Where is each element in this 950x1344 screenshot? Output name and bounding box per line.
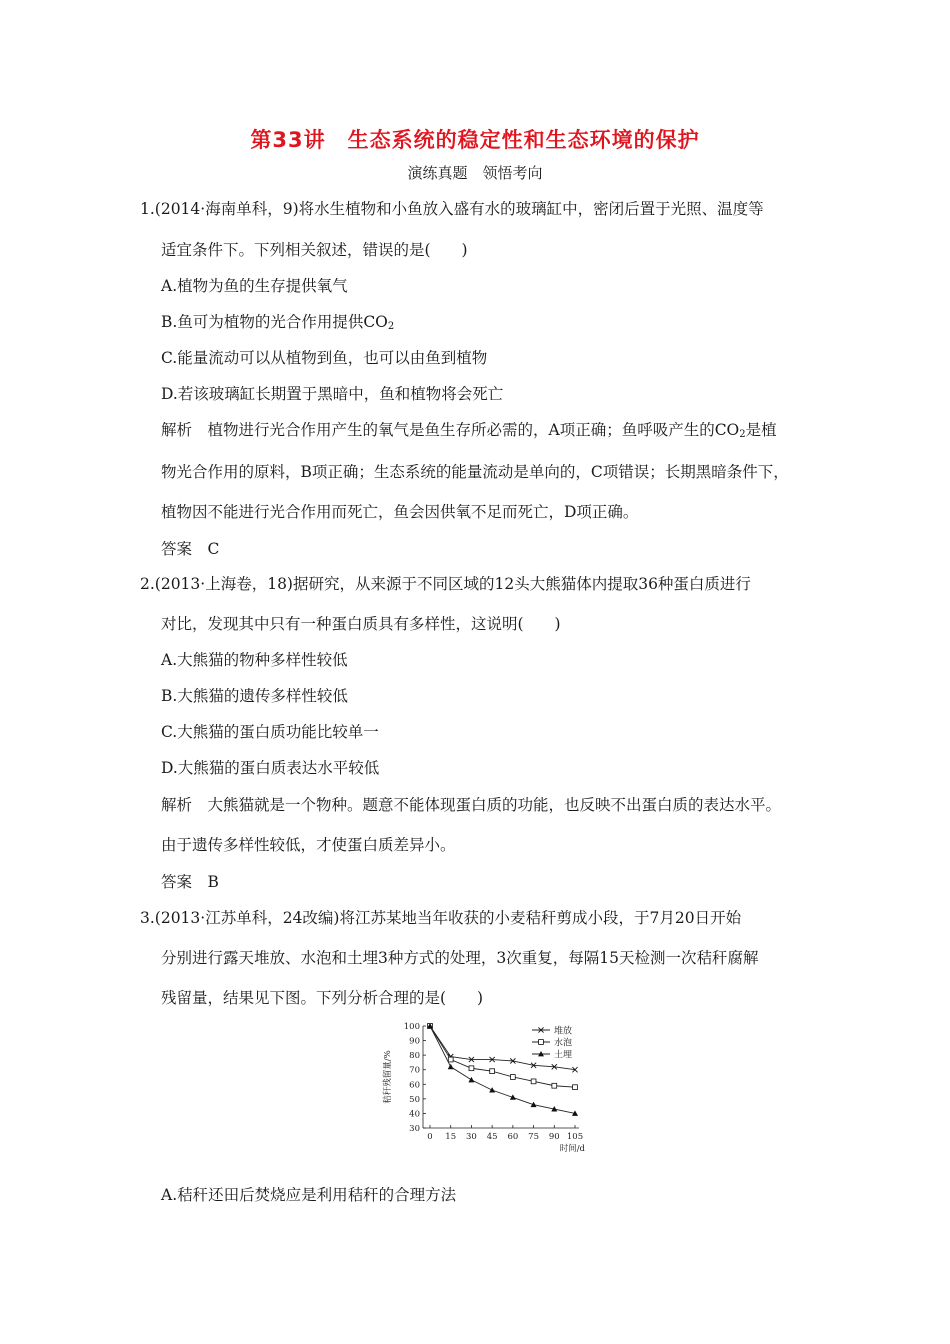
q1-explanation-line-3: 植物因不能进行光合作用而死亡，鱼会因供氧不足而死亡，D项正确。 bbox=[161, 503, 639, 521]
legend-marker-2 bbox=[539, 1040, 544, 1045]
q1-option-d: D.若该玻璃缸长期置于黑暗中，鱼和植物将会死亡 bbox=[161, 385, 504, 403]
series-2-point bbox=[490, 1069, 495, 1074]
series-2-point bbox=[448, 1057, 453, 1062]
y-tick-label: 70 bbox=[409, 1065, 420, 1076]
page-title: 第33讲 生态系统的稳定性和生态环境的保护 bbox=[250, 128, 700, 152]
q1-option-a: A.植物为鱼的生存提供氧气 bbox=[161, 277, 348, 295]
page-subtitle: 演练真题 领悟考向 bbox=[407, 164, 543, 182]
series-3-point bbox=[448, 1064, 454, 1069]
series-2-point bbox=[552, 1083, 557, 1088]
q3-option-a: A.秸秆还田后焚烧应是利用秸秆的合理方法 bbox=[161, 1186, 457, 1204]
legend-label: 堆放 bbox=[554, 1026, 573, 1037]
q3-stem-line-3: 残留量，结果见下图。下列分析合理的是( ) bbox=[161, 989, 484, 1007]
x-tick-label: 15 bbox=[445, 1132, 457, 1142]
q1-stem-line-2: 适宜条件下。下列相关叙述，错误的是( ) bbox=[161, 241, 468, 259]
q1-answer: 答案 C bbox=[161, 540, 220, 558]
q1-stem-line-1: 1.(2014·海南单科，9)将水生植物和小鱼放入盛有水的玻璃缸中，密闭后置于光照、温度等 bbox=[140, 200, 764, 218]
q1-option-b: B.鱼可为植物的光合作用提供$CO_2$ bbox=[161, 313, 395, 332]
q2-option-b: B.大熊猫的遗传多样性较低 bbox=[161, 687, 348, 705]
q1-option-c: C.能量流动可以从植物到鱼，也可以由鱼到植物 bbox=[161, 349, 488, 367]
q2-option-c: C.大熊猫的蛋白质功能比较单一 bbox=[161, 723, 379, 741]
q3-stem-line-1: 3.(2013·江苏单科，24改编)将江苏某地当年收获的小麦秸秆剪成小段，于7月20日开始 bbox=[140, 909, 742, 927]
q1-explanation-line-2: 物光合作用的原料，B项正确；生态系统的能量流动是单向的，C项错误；长期黑暗条件下， bbox=[161, 463, 789, 481]
series-3-point bbox=[468, 1077, 474, 1082]
x-axis-label: 时间/d bbox=[559, 1144, 585, 1154]
q2-explanation-line-2: 由于遗传多样性较低，才使蛋白质差异小。 bbox=[161, 836, 456, 854]
q2-explanation-line-1: 解析 大熊猫就是一个物种。题意不能体现蛋白质的功能，也反映不出蛋白质的表达水平。 bbox=[161, 796, 782, 814]
x-tick-label: 60 bbox=[507, 1132, 519, 1142]
x-tick-label: 30 bbox=[466, 1132, 477, 1142]
series-2-point bbox=[573, 1085, 578, 1090]
legend-label: 水泡 bbox=[554, 1038, 573, 1049]
series-2-point bbox=[531, 1079, 536, 1084]
y-tick-label: 80 bbox=[409, 1051, 420, 1062]
y-tick-label: 100 bbox=[403, 1022, 420, 1032]
series-2-point bbox=[469, 1066, 474, 1071]
y-tick-label: 50 bbox=[409, 1094, 420, 1105]
y-tick-label: 40 bbox=[409, 1109, 420, 1120]
legend-label: 土埋 bbox=[554, 1050, 573, 1061]
y-tick-label: 30 bbox=[409, 1124, 420, 1134]
residue-line-chart bbox=[370, 1018, 595, 1158]
y-axis-label: 秸秆残留量/% bbox=[383, 1050, 393, 1104]
x-tick-label: 0 bbox=[427, 1132, 433, 1142]
q3-stem-line-2: 分别进行露天堆放、水泡和土埋3种方式的处理，3次重复，每隔15天检测一次秸秆腐解 bbox=[161, 949, 759, 967]
q2-option-a: A.大熊猫的物种多样性较低 bbox=[161, 651, 348, 669]
q2-option-d: D.大熊猫的蛋白质表达水平较低 bbox=[161, 759, 380, 777]
y-tick-label: 90 bbox=[409, 1036, 420, 1047]
x-tick-label: 45 bbox=[486, 1132, 498, 1142]
series-2-point bbox=[510, 1075, 515, 1080]
series-3-point bbox=[489, 1087, 495, 1092]
x-tick-label: 75 bbox=[528, 1132, 539, 1142]
x-tick-label: 105 bbox=[566, 1132, 584, 1142]
q2-stem-line-2: 对比，发现其中只有一种蛋白质具有多样性，这说明( ) bbox=[161, 615, 561, 633]
q1-explanation-line-1: 解析 植物进行光合作用产生的氧气是鱼生存所必需的，A项正确；鱼呼吸产生的$CO_2$是植 bbox=[161, 421, 777, 440]
x-tick-label: 90 bbox=[548, 1132, 560, 1142]
q2-stem-line-1: 2.(2013·上海卷，18)据研究，从来源于不同区域的12头大熊猫体内提取36种蛋白质进行 bbox=[140, 575, 751, 593]
q2-answer: 答案 B bbox=[161, 873, 219, 891]
y-tick-label: 60 bbox=[409, 1080, 420, 1091]
